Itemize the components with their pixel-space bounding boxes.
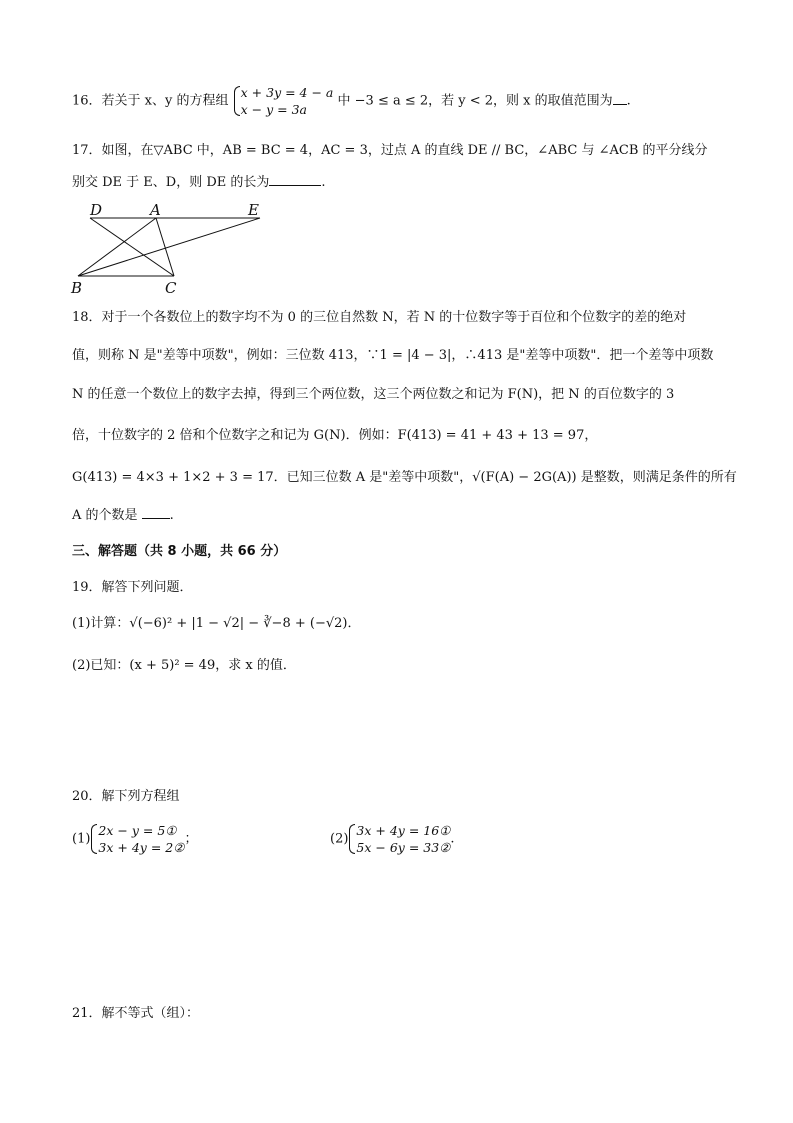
q18-line1: 对于一个各数位上的数字均不为 0 的三位自然数 N，若 N 的十位数字等于百位和个位数字的差的绝对 xyxy=(101,310,687,325)
question-18-line5 xyxy=(72,468,737,488)
q20-number: 20． xyxy=(72,789,102,804)
q17-answer-blank xyxy=(269,185,321,186)
q16-post: 中 −3 ≤ a ≤ 2，若 y < 2，则 x 的取值范围为 xyxy=(337,93,613,109)
q20-p1-label: (1) xyxy=(72,831,91,847)
q16-equation-system xyxy=(233,84,334,118)
question-20 xyxy=(72,787,180,807)
q18-answer-blank xyxy=(142,518,170,519)
question-18-line3 xyxy=(72,385,674,405)
q17-line2-pre: 别交 DE 于 E、D，则 DE 的长为 xyxy=(72,175,270,190)
line-BA xyxy=(78,218,156,276)
q21-number: 21． xyxy=(72,1006,102,1021)
question-18-line1 xyxy=(72,308,686,328)
q18-line6-pre: A 的个数是 xyxy=(72,508,138,523)
q18-line3: N 的任意一个数位上的数字去掉，得到三个两位数，这三个两位数之和记为 F(N)，把 N 的百位数字的 3 xyxy=(72,387,675,402)
q20-p2-eq1: 3x + 4y = 16① xyxy=(356,823,451,838)
q20-p1-system xyxy=(90,822,184,856)
q16-eq2: x − y = 3a xyxy=(240,102,307,117)
q21-title: 解不等式（组）： xyxy=(101,1006,200,1021)
triangle-figure xyxy=(68,198,268,298)
q20-part1 xyxy=(72,822,197,856)
q17-line1: 如图，在▽ABC 中，AB = BC = 4，AC = 3，过点 A 的直线 DE // BC，∠ABC 与 ∠ACB 的平分线分 xyxy=(101,143,708,158)
q17-line2-end: . xyxy=(321,175,326,190)
q18-line4: 倍，十位数字的 2 倍和个位数字之和记为 G(N)．例如：F(413) = 41 + 43 + 13 = 97， xyxy=(72,428,598,443)
label-B: B xyxy=(71,279,83,297)
question-16 xyxy=(72,84,631,118)
q20-p1-eq2: 3x + 4y = 2② xyxy=(98,840,185,855)
q19-part1: (1)计算：√(−6)² + |1 − √2| − ∛−8 + (−√2)． xyxy=(72,616,361,631)
q16-eq1: x + 3y = 4 − a xyxy=(240,85,334,100)
label-D: D xyxy=(90,201,103,219)
question-18-line2 xyxy=(72,346,713,366)
line-AC xyxy=(156,218,174,276)
q20-p2-system xyxy=(348,822,450,856)
line-CD xyxy=(90,218,174,276)
q19-number: 19． xyxy=(72,580,102,595)
line-BE xyxy=(78,218,260,276)
q19-part2: (2)已知：(x + 5)² = 49，求 x 的值． xyxy=(72,658,296,673)
q18-line2: 值，则称 N 是"差等中项数"，例如：三位数 413，∵1 = |4 − 3|，∴413 是"差等中项数"．把一个差等中项数 xyxy=(72,348,714,363)
q17-number: 17． xyxy=(72,143,102,158)
label-E: E xyxy=(248,201,259,219)
q20-p2-eq2: 5x − 6y = 33② xyxy=(356,840,451,855)
q20-p2-end: . xyxy=(450,831,455,847)
question-21 xyxy=(72,1004,199,1024)
q20-part2 xyxy=(330,822,455,856)
q16-number: 16． xyxy=(72,93,102,109)
q20-p1-eq1: 2x − y = 5① xyxy=(98,823,177,838)
q18-number: 18． xyxy=(72,310,102,325)
q16-end: . xyxy=(626,93,631,109)
q20-p2-label: (2) xyxy=(330,831,349,847)
label-A: A xyxy=(150,201,161,219)
question-19 xyxy=(72,578,193,598)
label-C: C xyxy=(165,279,177,297)
question-17 xyxy=(72,141,708,161)
question-18-line6 xyxy=(72,506,174,526)
q20-title: 解下列方程组 xyxy=(101,789,180,804)
question-17-line2 xyxy=(72,173,326,193)
q19-title: 解答下列问题． xyxy=(101,580,193,595)
q18-line5: G(413) = 4×3 + 1×2 + 3 = 17．已知三位数 A 是"差等中项数"，√(F(A) − 2G(A)) 是整数，则满足条件的所有 xyxy=(72,470,737,485)
q20-p1-end: ； xyxy=(184,831,198,847)
q16-answer-blank xyxy=(613,104,627,105)
question-18-line4 xyxy=(72,426,597,446)
q16-pre: 若关于 x、y 的方程组 xyxy=(101,93,229,109)
section-3-heading: 三、解答题（共 8 小题，共 66 分） xyxy=(72,544,287,559)
q18-line6-end: . xyxy=(169,508,174,523)
